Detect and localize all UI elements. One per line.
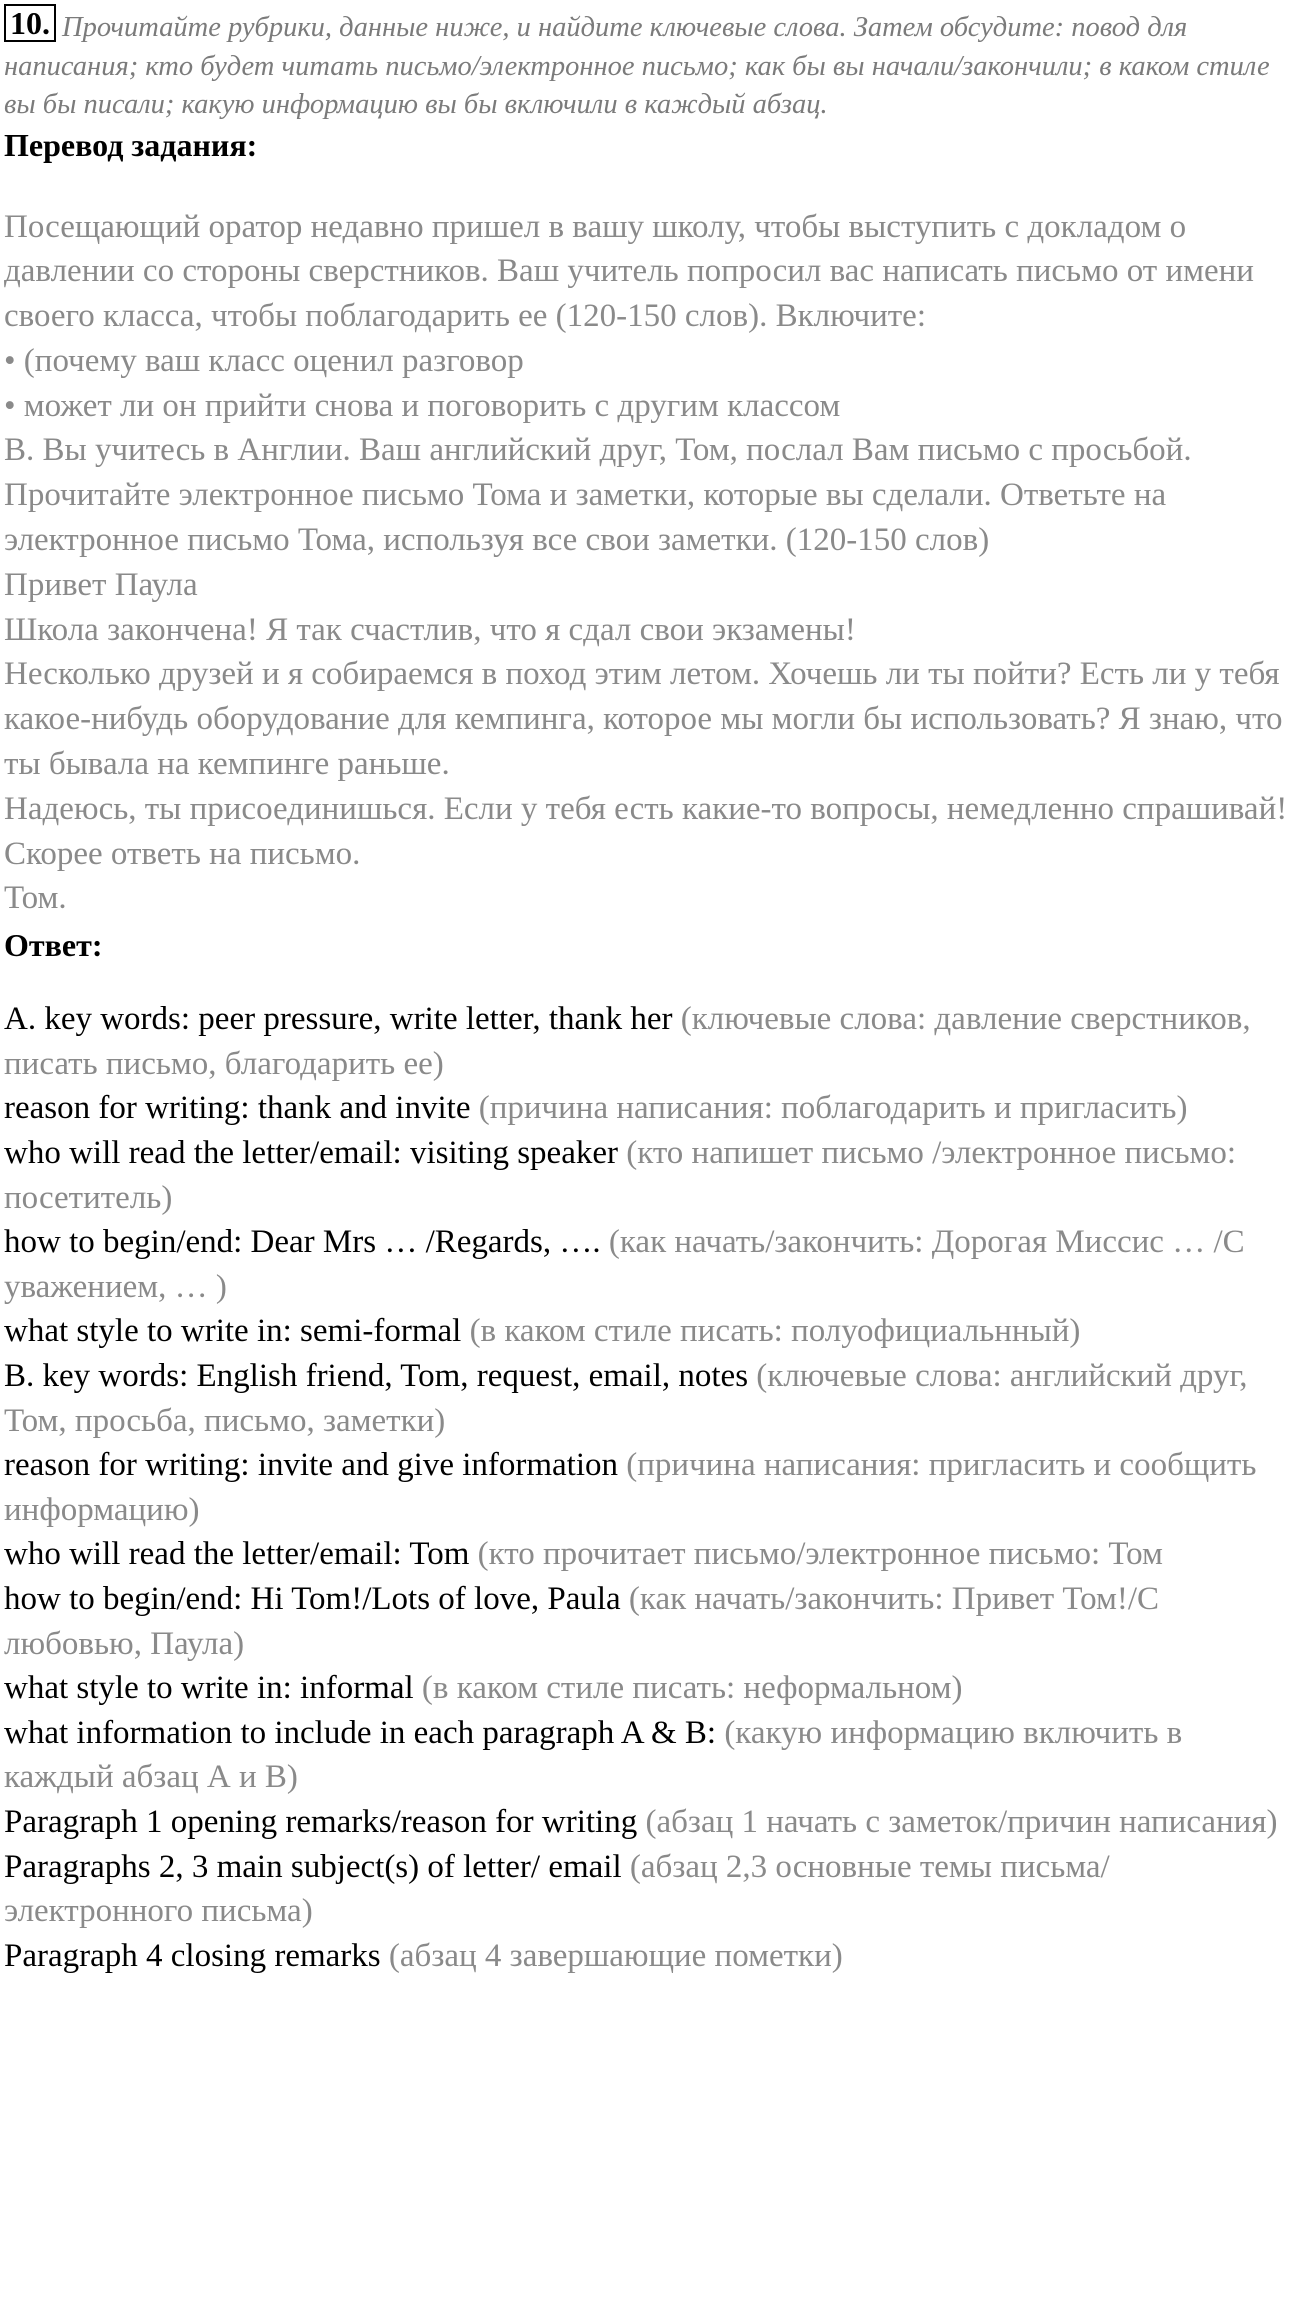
- answer-item: [4, 1532, 1292, 1577]
- answer-item: [4, 1086, 1292, 1131]
- answer-english: what style to write in: semi-formal: [4, 1313, 462, 1350]
- answer-russian: (причина написания: поблагодарить и пригласить): [478, 1090, 1188, 1127]
- answer-item: [4, 1666, 1292, 1711]
- answer-russian: (ключевые слова: английский друг, Том, просьба, письмо, заметки): [4, 1358, 1248, 1439]
- translation-line: B. Вы учитесь в Англии. Ваш английский друг, Том, послал Вам письмо с просьбой. Прочитайте электронное письмо Тома и заметки, которые вы сделали. Ответьте на электронное письмо Тома, используя все свои заметки. (120-150 слов): [4, 432, 1192, 559]
- task-number: 10.: [4, 4, 56, 42]
- answer-item: [4, 1220, 1292, 1309]
- answer-item: [4, 1577, 1292, 1666]
- answer-item: [4, 1443, 1292, 1532]
- answer-russian: (как начать/закончить: Привет Том!/С любовью, Паула): [4, 1580, 1160, 1662]
- answer-item: [4, 1354, 1292, 1443]
- answer-russian: (как начать/закончить: Дорогая Миссис … /С уважением, … ): [4, 1224, 1245, 1305]
- answer-russian: (кто напишет письмо /электронное письмо: посетитель): [4, 1135, 1237, 1216]
- answer-russian: (какую информацию включить в каждый абзац А и В): [4, 1714, 1183, 1796]
- task-instruction: [4, 4, 1292, 125]
- answer-russian: (в каком стиле писать: полуофициальнный): [469, 1313, 1081, 1350]
- translation-line: • (почему ваш класс оценил разговор: [4, 342, 524, 379]
- answer-english: A. key words: peer pressure, write letter, thank her: [4, 1001, 673, 1038]
- task-instruction-text: Прочитайте рубрики, данные ниже, и найдите ключевые слова. Затем обсудите: повод для написания; кто будет читать письмо/электронное письмо; как бы вы начали/закончили; в каком стиле вы бы писали; какую информацию вы бы включили в каждый абзац.: [4, 12, 1270, 120]
- answer-item: [4, 1711, 1292, 1800]
- translation-line: Скорее ответь на письмо.: [4, 835, 361, 872]
- translation-line: Привет Паула: [4, 566, 198, 603]
- document-page: [4, 4, 1292, 1978]
- answer-english: Paragraphs 2, 3 main subject(s) of letter/ email: [4, 1848, 622, 1885]
- answer-russian: (в каком стиле писать: неформальном): [421, 1670, 963, 1707]
- answer-item: [4, 1800, 1292, 1845]
- answer-english: who will read the letter/email: Tom: [4, 1536, 470, 1573]
- translation-line: Том.: [4, 880, 67, 917]
- translation-line: • может ли он прийти снова и поговорить с другим классом: [4, 387, 841, 424]
- answer-english: what style to write in: informal: [4, 1670, 414, 1707]
- answer-russian: (абзац 2,3 основные темы письма/электронного письма): [4, 1848, 1110, 1930]
- answer-english: how to begin/end: Dear Mrs … /Regards, ….: [4, 1224, 601, 1261]
- answer-english: Paragraph 4 closing remarks: [4, 1937, 381, 1974]
- answer-item: [4, 1845, 1292, 1934]
- answer-item: [4, 1309, 1292, 1354]
- answer-item: [4, 1131, 1292, 1220]
- answer-english: B. key words: English friend, Tom, request, email, notes: [4, 1358, 749, 1394]
- answer-heading: Ответ:: [4, 927, 103, 964]
- answer-russian: (кто прочитает письмо/электронное письмо: Том: [477, 1536, 1163, 1573]
- translation-line: Надеюсь, ты присоединишься. Если у тебя есть какие-то вопросы, немедленно спрашивай!: [4, 790, 1288, 827]
- answer-english: reason for writing: invite and give information: [4, 1447, 619, 1484]
- answer-russian: (абзац 4 завершающие пометки): [388, 1937, 843, 1974]
- answer-russian: (абзац 1 начать с заметок/причин написания): [645, 1803, 1278, 1840]
- translation-line: Несколько друзей и я собираемся в поход этим летом. Хочешь ли ты пойти? Есть ли у тебя какое-нибудь оборудование для кемпинга, которое мы могли бы использовать? Я знаю, что ты бывала на кемпинге раньше.: [4, 656, 1283, 783]
- answer-russian: (причина написания: пригласить и сообщить информацию): [4, 1447, 1257, 1528]
- answer-english: reason for writing: thank and invite: [4, 1090, 471, 1127]
- answer-english: who will read the letter/email: visiting speaker: [4, 1135, 618, 1172]
- translation-line: Школа закончена! Я так счастлив, что я сдал свои экзамены!: [4, 611, 856, 648]
- answer-russian: (ключевые слова: давление сверстников, писать письмо, благодарить ее): [4, 1001, 1251, 1082]
- answer-item: [4, 997, 1292, 1086]
- answer-english: how to begin/end: Hi Tom!/Lots of love, Paula: [4, 1580, 621, 1617]
- answer-english: what information to include in each paragraph A & B:: [4, 1714, 717, 1751]
- answer-english: Paragraph 1 opening remarks/reason for writing: [4, 1803, 638, 1840]
- translation-line: Посещающий оратор недавно пришел в вашу школу, чтобы выступить с докладом о давлении со стороны сверстников. Ваш учитель попросил вас написать письмо от имени своего класса, чтобы поблагодарить ее (120-150 слов). Включите:: [4, 208, 1254, 335]
- answer-list: [4, 997, 1292, 1978]
- translation-text: [4, 205, 1292, 922]
- translation-heading: Перевод задания:: [4, 126, 258, 163]
- answer-item: [4, 1934, 1292, 1979]
